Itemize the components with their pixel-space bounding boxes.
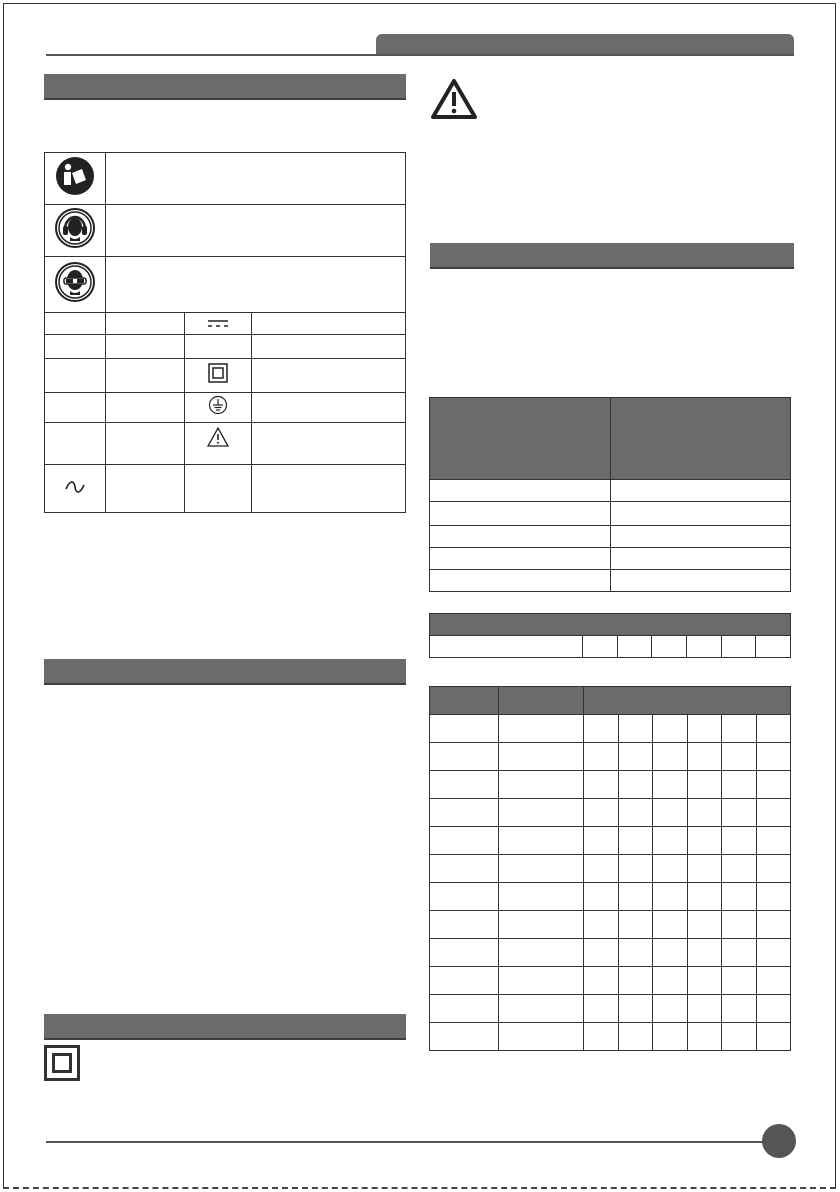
material-cell (722, 827, 757, 855)
material-cell (687, 939, 722, 967)
material-cell (722, 939, 757, 967)
setting-cell (686, 636, 721, 658)
material-cell (687, 911, 722, 939)
section-bar-3 (44, 1014, 406, 1040)
setting-cell (756, 636, 791, 658)
material-cell (618, 855, 653, 883)
symbol-description (106, 423, 185, 465)
material-cell (722, 995, 757, 1023)
footer-rule (46, 1141, 764, 1143)
material-cell (756, 799, 791, 827)
symbol-cell (45, 335, 106, 359)
material-cell (499, 995, 584, 1023)
setting-label (430, 636, 583, 658)
material-cell (722, 911, 757, 939)
material-cell (499, 967, 584, 995)
material-cell (687, 827, 722, 855)
material-cell (722, 855, 757, 883)
symbol-description (252, 313, 406, 335)
material-cell (653, 1023, 688, 1051)
warning-triangle-icon (207, 427, 229, 447)
read-manual-icon (54, 155, 96, 197)
eye-protection-icon (54, 261, 96, 303)
material-cell (499, 1023, 584, 1051)
material-cell (499, 771, 584, 799)
symbol-description (252, 465, 406, 513)
material-cell (756, 911, 791, 939)
header-tab (376, 34, 794, 56)
material-cell (430, 967, 499, 995)
symbol-description (106, 335, 185, 359)
symbol-description (252, 359, 406, 393)
symbol-cell (45, 257, 106, 313)
material-cell (722, 715, 757, 743)
spec-header (611, 398, 791, 480)
material-cell (499, 883, 584, 911)
spec-cell (430, 548, 611, 570)
symbol-cell (185, 465, 252, 513)
symbol-cell (45, 205, 106, 257)
material-cell (722, 967, 757, 995)
material-cell (584, 995, 619, 1023)
material-cell (756, 771, 791, 799)
material-cell (618, 771, 653, 799)
material-cell (430, 799, 499, 827)
material-cell (584, 827, 619, 855)
symbol-cell (45, 465, 106, 513)
material-cell (687, 883, 722, 911)
material-header (584, 687, 791, 715)
material-cell (499, 911, 584, 939)
material-cell (756, 883, 791, 911)
material-cell (430, 939, 499, 967)
material-cell (618, 911, 653, 939)
material-cell (653, 855, 688, 883)
material-cell (653, 743, 688, 771)
section-bar-4 (430, 243, 794, 269)
earth-terminal-icon (208, 395, 228, 415)
symbol-cell (45, 393, 106, 423)
material-header (499, 687, 584, 715)
double-insulation-icon (44, 1045, 80, 1081)
material-cell (430, 855, 499, 883)
symbol-description (252, 393, 406, 423)
material-cell (756, 855, 791, 883)
material-cell (584, 883, 619, 911)
material-cell (584, 799, 619, 827)
page-number-badge (762, 1124, 796, 1158)
material-cell (584, 771, 619, 799)
material-cell (584, 855, 619, 883)
warning-icon (430, 78, 478, 120)
section-bar-symbols (44, 74, 406, 100)
material-cell (687, 1023, 722, 1051)
section-bar-2 (44, 659, 406, 685)
symbol-cell (185, 335, 252, 359)
material-table (429, 686, 791, 1051)
symbol-cell (45, 153, 106, 205)
material-cell (499, 799, 584, 827)
setting-cell (721, 636, 756, 658)
material-cell (653, 799, 688, 827)
material-cell (618, 799, 653, 827)
spec-cell (611, 548, 791, 570)
page-bottom-edge (3, 1187, 836, 1192)
material-cell (653, 939, 688, 967)
material-cell (584, 1023, 619, 1051)
material-cell (499, 743, 584, 771)
material-cell (653, 715, 688, 743)
header-rule (46, 54, 794, 56)
material-cell (722, 743, 757, 771)
spec-table (429, 397, 791, 592)
material-cell (756, 995, 791, 1023)
symbols-table (44, 152, 406, 513)
symbol-description (106, 313, 185, 335)
spec-cell (611, 570, 791, 592)
symbol-description (252, 423, 406, 465)
material-cell (430, 995, 499, 1023)
symbol-description (106, 465, 185, 513)
material-cell (756, 743, 791, 771)
double-insulation-icon (208, 363, 228, 383)
material-cell (687, 967, 722, 995)
material-cell (430, 883, 499, 911)
material-cell (722, 799, 757, 827)
setting-header (430, 614, 791, 636)
spec-header (430, 398, 611, 480)
material-cell (756, 939, 791, 967)
spec-cell (430, 480, 611, 502)
material-cell (756, 1023, 791, 1051)
material-cell (618, 967, 653, 995)
symbol-cell (185, 313, 252, 335)
material-cell (430, 743, 499, 771)
material-cell (618, 827, 653, 855)
material-cell (430, 911, 499, 939)
setting-cell (652, 636, 687, 658)
symbol-description (106, 153, 406, 205)
material-cell (722, 883, 757, 911)
ear-protection-icon (54, 207, 96, 249)
material-cell (584, 743, 619, 771)
setting-cell (617, 636, 652, 658)
spec-cell (611, 502, 791, 526)
spec-cell (611, 526, 791, 548)
alternating-current-icon (64, 481, 86, 493)
material-cell (687, 995, 722, 1023)
material-cell (584, 967, 619, 995)
material-cell (653, 967, 688, 995)
symbol-cell (185, 423, 252, 465)
symbol-cell (45, 359, 106, 393)
material-cell (756, 967, 791, 995)
spec-cell (430, 570, 611, 592)
symbol-cell (45, 313, 106, 335)
material-cell (618, 1023, 653, 1051)
symbol-description (106, 393, 185, 423)
material-header (430, 687, 499, 715)
material-cell (653, 995, 688, 1023)
material-cell (430, 1023, 499, 1051)
spec-cell (611, 480, 791, 502)
material-cell (618, 883, 653, 911)
symbol-description (106, 359, 185, 393)
material-cell (653, 771, 688, 799)
symbol-description (106, 205, 406, 257)
material-cell (653, 911, 688, 939)
material-cell (430, 715, 499, 743)
spec-cell (430, 526, 611, 548)
material-cell (722, 1023, 757, 1051)
setting-cell (583, 636, 618, 658)
material-cell (687, 771, 722, 799)
material-cell (653, 883, 688, 911)
material-cell (584, 911, 619, 939)
material-cell (722, 771, 757, 799)
material-cell (618, 715, 653, 743)
material-cell (756, 827, 791, 855)
material-cell (687, 715, 722, 743)
spec-cell (430, 502, 611, 526)
material-cell (653, 827, 688, 855)
material-cell (756, 715, 791, 743)
symbol-cell (185, 393, 252, 423)
material-cell (584, 939, 619, 967)
setting-table (429, 613, 791, 658)
material-cell (618, 995, 653, 1023)
material-cell (687, 855, 722, 883)
material-cell (430, 771, 499, 799)
symbol-description (252, 335, 406, 359)
symbol-description (106, 257, 406, 313)
material-cell (618, 939, 653, 967)
material-cell (618, 743, 653, 771)
material-cell (499, 715, 584, 743)
material-cell (687, 799, 722, 827)
material-cell (499, 827, 584, 855)
symbol-cell (45, 423, 106, 465)
material-cell (584, 715, 619, 743)
material-cell (687, 743, 722, 771)
material-cell (499, 855, 584, 883)
direct-current-icon (207, 318, 229, 328)
material-cell (430, 827, 499, 855)
material-cell (499, 939, 584, 967)
symbol-cell (185, 359, 252, 393)
